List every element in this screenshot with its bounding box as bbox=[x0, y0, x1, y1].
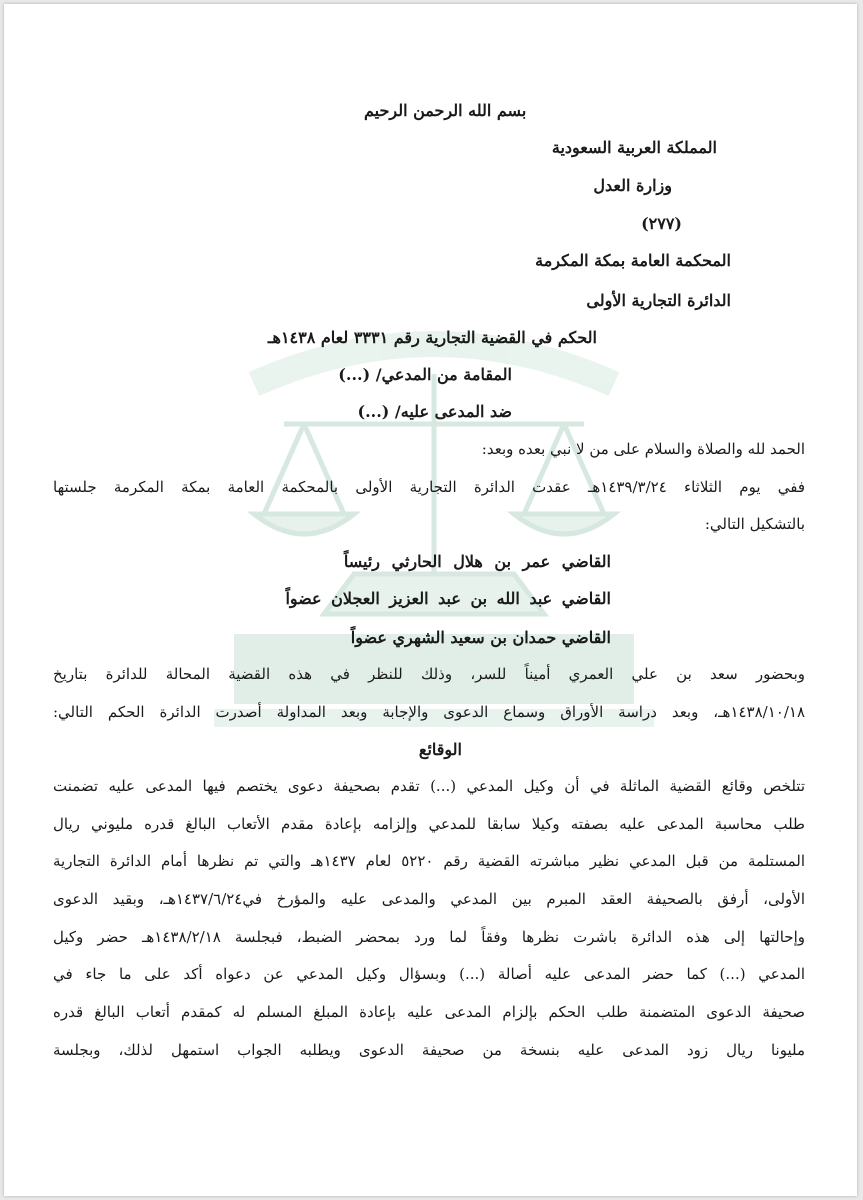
ministry-name: وزارة العدل bbox=[593, 176, 672, 195]
session-line-2: بالتشكيل التالي: bbox=[704, 515, 805, 533]
attendance-line-1: وبحضور سعد بن علي العمري أميناً للسر، وذلك للنظر في هذه القضية المحالة للدائرة بتاريخ bbox=[53, 665, 805, 683]
circuit-name: الدائرة التجارية الأولى bbox=[586, 291, 731, 310]
facts-line-2: طلب محاسبة المدعى عليه بصفته وكيلا سابقا للمدعي وإلزامه بإعادة مقدم الأتعاب البالغ قدره مليوني ريال bbox=[53, 815, 805, 833]
panel-member-1: القاضي عمر بن هلال الحارثي رئيساً bbox=[343, 552, 611, 571]
case-title: الحكم في القضية التجارية رقم ٣٣٣١ لعام ١٤٣٨هـ bbox=[267, 328, 597, 347]
plaintiff-line: المقامة من المدعي/ (...) bbox=[338, 365, 512, 384]
facts-line-3: المستلمة من قبل المدعي نظير مباشرته القضية رقم ٥٢٢٠ لعام ١٤٣٧هـ والتي تم نظرها أمام الدائرة التجارية bbox=[53, 852, 805, 870]
opening-line: الحمد لله والصلاة والسلام على من لا نبي بعده وبعد: bbox=[481, 440, 805, 458]
facts-line-6: المدعي (...) كما حضر المدعى عليه أصالة (...) وبسؤال وكيل المدعي عن دعواه أكد على ما جاء في bbox=[53, 965, 805, 983]
attendance-line-2: ١٤٣٨/١٠/١٨هـ، وبعد دراسة الأوراق وسماع الدعوى والإجابة وبعد المداولة أصدرت الدائرة الحكم التالي: bbox=[53, 703, 805, 721]
document-page bbox=[4, 4, 857, 1196]
panel-member-3: القاضي حمدان بن سعيد الشهري عضواً bbox=[350, 628, 611, 647]
basmala: بسم الله الرحمن الرحيم bbox=[364, 101, 527, 120]
court-name: المحكمة العامة بمكة المكرمة bbox=[535, 251, 731, 270]
country-name: المملكة العربية السعودية bbox=[551, 138, 717, 157]
facts-line-5: وإحالتها إلى هذه الدائرة باشرت نظرها وفقاً لما ورد بمحضر الضبط، فبجلسة ١٤٣٨/٢/١٨هـ حضر وكيل bbox=[53, 928, 805, 946]
document-number: (٢٧٧) bbox=[641, 214, 682, 233]
facts-heading: الوقائع bbox=[418, 740, 462, 759]
facts-line-1: تتلخص وقائع القضية الماثلة في أن وكيل المدعي (...) تقدم بصحيفة دعوى يختصم فيها المدعى عليه تضمنت bbox=[53, 777, 805, 795]
panel-member-2: القاضي عبد الله بن عبد العزيز العجلان عضواً bbox=[285, 589, 611, 608]
defendant-line: ضد المدعى عليه/ (...) bbox=[357, 402, 512, 421]
facts-line-7: صحيفة الدعوى المتضمنة طلب الحكم بإلزام المدعى عليه بإعادة المبلغ المسلم له كمقدم أتعاب البالغ قدره bbox=[53, 1003, 805, 1021]
facts-line-4: الأولى، أرفق بالصحيفة العقد المبرم بين المدعي والمدعى عليه والمؤرخ في١٤٣٧/٦/٢٤هـ، وبقيد الدعوى bbox=[53, 890, 805, 908]
facts-line-8: مليونا ريال زود المدعى عليه بنسخة من صحيفة الدعوى ويطلبه الجواب استمهل لذلك، وبجلسة bbox=[53, 1041, 805, 1059]
session-line-1: ففي يوم الثلاثاء ١٤٣٩/٣/٢٤هـ عقدت الدائرة التجارية الأولى بالمحكمة العامة بمكة المكرمة جلستها bbox=[53, 478, 805, 496]
